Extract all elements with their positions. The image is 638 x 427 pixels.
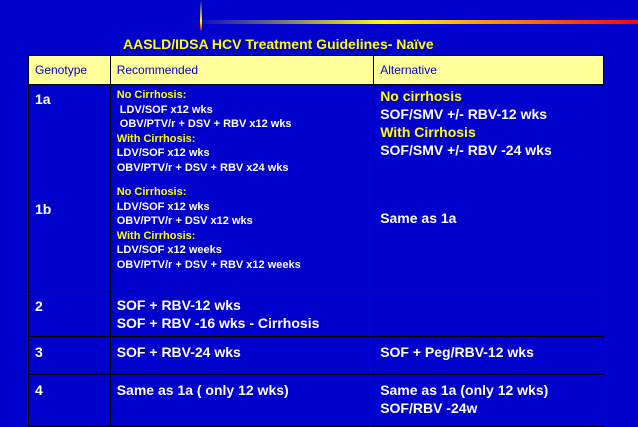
genotype-1b: 1b [35, 201, 52, 217]
top-gradient-divider [200, 0, 202, 30]
header-alternative: Alternative [374, 56, 604, 85]
table-row-genotype-1 [29, 85, 604, 292]
cell-genotype-3: 3 [29, 337, 111, 375]
table-row-genotype-2 [29, 292, 604, 337]
recommended-1a-line-4: LDV/SOF x12 wks [116, 147, 210, 159]
recommended-2-line2: SOF + RBV -16 wks - Cirrhosis [116, 315, 320, 331]
genotype-1a: 1a [35, 91, 51, 107]
cell-recommended-2 [110, 292, 373, 337]
alternative-4-line2: SOF/RBV -24w [380, 400, 478, 416]
recommended-1b-list [117, 185, 367, 272]
header-recommended: Recommended [110, 56, 373, 85]
recommended-1a-line-0: No Cirrhosis: [116, 89, 187, 101]
cell-recommended-3: SOF + RBV-24 wks [110, 337, 373, 375]
recommended-1a-line-2: OBV/PTV/r + DSV + RBV x12 wks [116, 118, 292, 130]
recommended-1b-line-3: With Cirrhosis: [116, 229, 196, 242]
recommended-2-line1: SOF + RBV-12 wks [116, 297, 241, 313]
table-row-genotype-3 [29, 337, 604, 375]
alternative-4-line1: Same as 1a (only 12 wks) [380, 382, 549, 398]
cell-recommended-4: Same as 1a ( only 12 wks) [110, 375, 373, 427]
guidelines-table [28, 55, 604, 427]
cell-genotype-2: 2 [29, 292, 111, 337]
table-row-genotype-4 [29, 375, 604, 427]
recommended-1a-list [117, 88, 367, 175]
alternative-1a-line-2: With Cirrhosis [380, 124, 476, 140]
cell-alternative-3: SOF + Peg/RBV-12 wks [374, 337, 604, 375]
recommended-1a-line-3: With Cirrhosis: [116, 132, 196, 145]
alternative-1a-list [380, 87, 597, 159]
recommended-1a-line-1: LDV/SOF x12 wks [116, 103, 213, 116]
cell-alternative-1 [374, 85, 604, 292]
top-gradient-bar [0, 20, 638, 24]
cell-genotype-4: 4 [29, 375, 111, 427]
cell-alternative-4 [374, 375, 604, 427]
recommended-1b-line-2: OBV/PTV/r + DSV x12 wks [116, 215, 253, 227]
recommended-1b-line-0: No Cirrhosis: [116, 186, 187, 198]
alternative-1a-line-3: SOF/SMV +/- RBV -24 wks [380, 142, 552, 158]
recommended-1b-line-5: OBV/PTV/r + DSV + RBV x12 weeks [116, 258, 301, 271]
cell-alternative-2 [374, 292, 604, 337]
header-genotype: Genotype [29, 56, 111, 85]
page-title: AASLD/IDSA HCV Treatment Guidelines- Naïve [123, 36, 434, 52]
alternative-1a-line-0: No cirrhosis [380, 88, 462, 104]
cell-genotype-1 [29, 85, 111, 292]
cell-recommended-1 [110, 85, 373, 292]
recommended-1a-line-5: OBV/PTV/r + DSV + RBV x24 wks [116, 161, 289, 174]
table-header-row [29, 56, 604, 85]
recommended-1b-line-1: LDV/SOF x12 wks [116, 200, 210, 213]
alternative-1b: Same as 1a [380, 210, 457, 226]
recommended-1b-line-4: LDV/SOF x12 weeks [116, 244, 222, 256]
alternative-1a-line-1: SOF/SMV +/- RBV-12 wks [380, 106, 548, 122]
